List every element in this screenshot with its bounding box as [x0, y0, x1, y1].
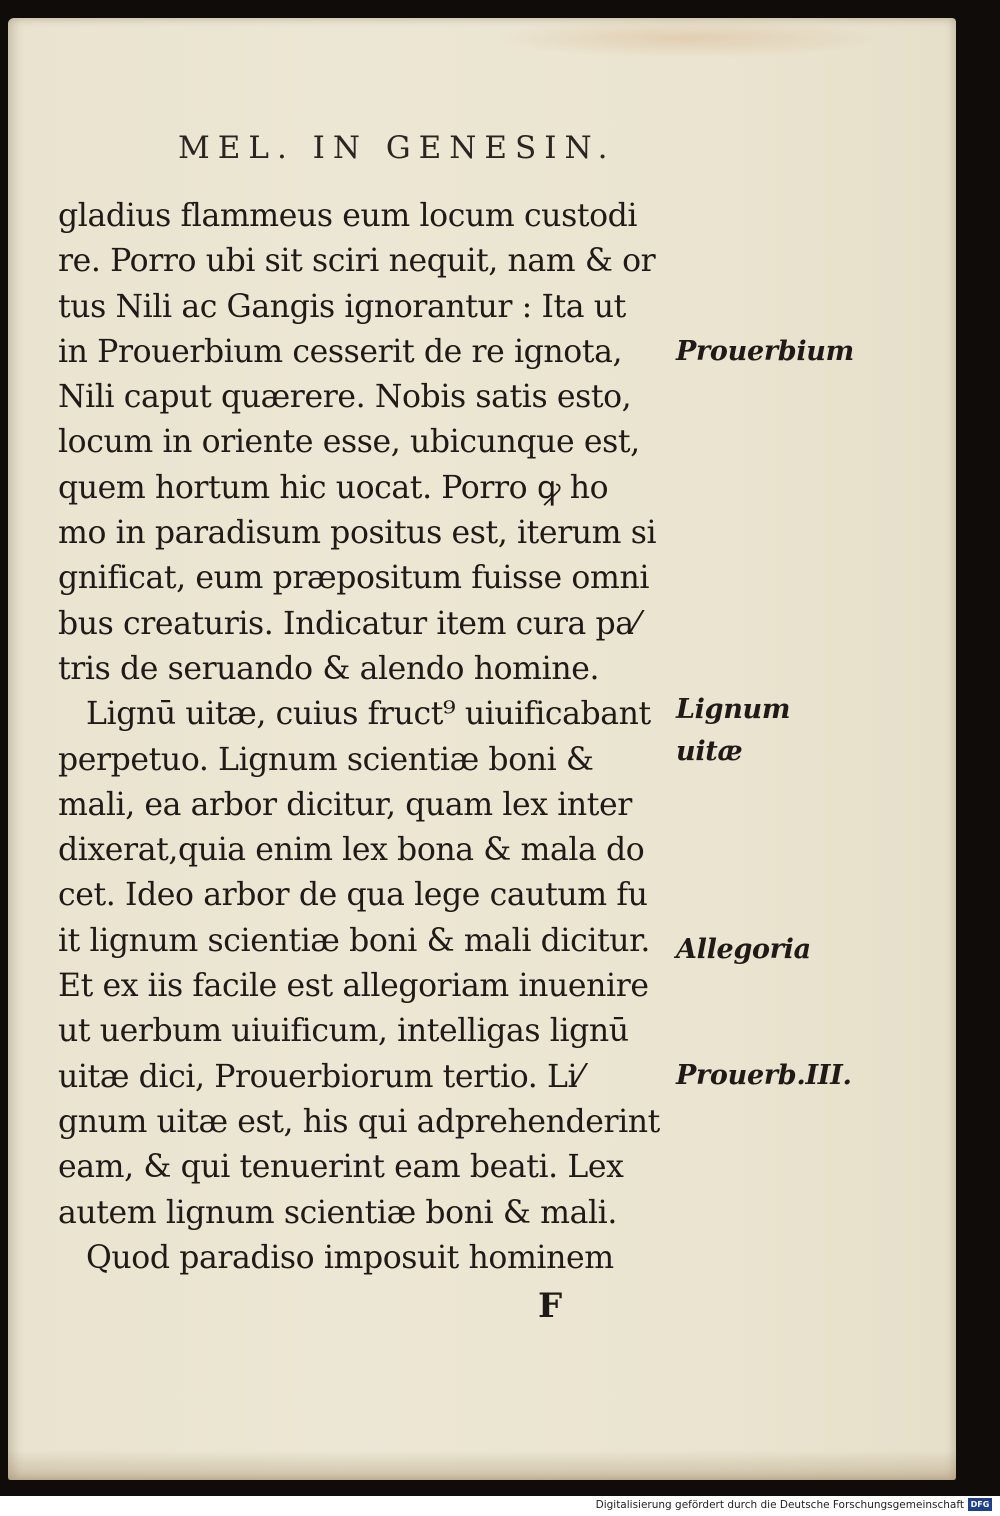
margin-note-lignum: Lignum — [676, 694, 791, 725]
margin-note-allegoria: Allegoria — [676, 934, 811, 965]
signature-mark: F — [538, 1286, 563, 1326]
text-line: gladius flammeus eum locum custodi — [58, 198, 638, 234]
book-page — [8, 18, 956, 1480]
running-head: MEL. IN GENESIN. — [178, 130, 616, 166]
text-line: autem lignum scientiæ boni & mali. — [58, 1194, 617, 1231]
text-line: eam, & qui tenuerint eam beati. Lex — [58, 1149, 624, 1186]
text-line: Lignū uitæ, cuius fruct⁹ uiuificabant — [86, 696, 651, 733]
text-line: quem hortum hic uocat. Porro ꝙ ho — [58, 469, 609, 506]
margin-note-prouerbium: Prouerbium — [676, 336, 854, 367]
text-line: re. Porro ubi sit sciri nequit, nam & or — [58, 243, 656, 280]
text-line: Quod paradiso imposuit hominem — [86, 1239, 614, 1276]
footer-credit: Digitalisierung gefördert durch die Deutsche Forschungsgemeinschaft — [595, 1499, 964, 1511]
text-line: dixerat,quia enim lex bona & mala do — [58, 832, 645, 869]
text-line: cet. Ideo arbor de qua lege cautum fu — [58, 877, 648, 914]
text-line: gnum uitæ est, his qui adprehenderint — [58, 1103, 660, 1140]
text-line: mo in paradisum positus est, iterum si — [58, 515, 657, 552]
text-line: uitæ dici, Prouerbiorum tertio. Li⁄ — [58, 1058, 583, 1095]
text-line: tris de seruando & alendo homine. — [58, 650, 600, 687]
text-line: Et ex iis facile est allegoriam inuenire — [58, 968, 649, 1005]
body-text — [58, 194, 678, 1281]
margin-note-uitae: uitæ — [676, 736, 743, 767]
text-line: it lignum scientiæ boni & mali dicitur. — [58, 922, 650, 959]
text-line: perpetuo. Lignum scientiæ boni & — [58, 741, 594, 778]
text-line: Nili caput quærere. Nobis satis esto, — [58, 379, 632, 416]
text-line: in Prouerbium cesserit de re ignota, — [58, 333, 623, 370]
text-line: ut uerbum uiuificum, intelligas lignū — [58, 1013, 629, 1050]
dfg-logo: DFG — [968, 1498, 992, 1511]
text-line: mali, ea arbor dicitur, quam lex inter — [58, 786, 632, 823]
text-line: bus creaturis. Indicatur item cura pa⁄ — [58, 605, 639, 642]
text-line: tus Nili ac Gangis ignorantur : Ita ut — [58, 288, 626, 325]
text-line: locum in oriente esse, ubicunque est, — [58, 424, 640, 461]
text-line: gnificat, eum præpositum fuisse omni — [58, 560, 650, 597]
margin-note-prouerb-iii: Prouerb.III. — [676, 1060, 852, 1091]
